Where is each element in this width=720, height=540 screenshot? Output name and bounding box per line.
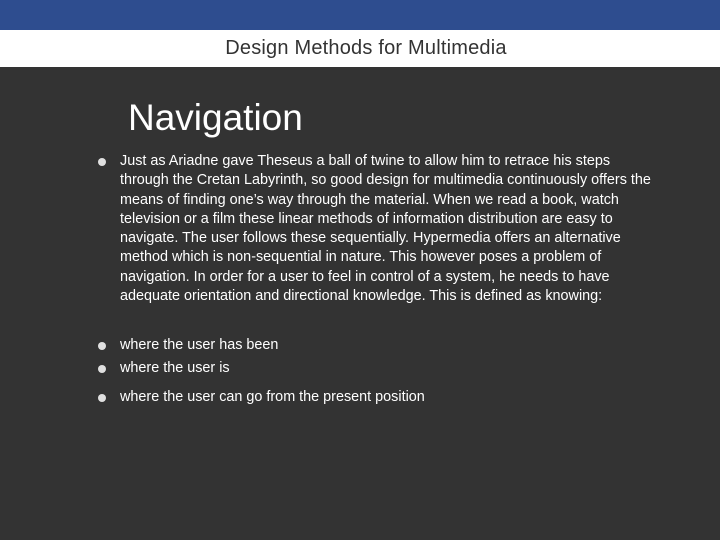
bullet-dot-icon: [98, 365, 106, 373]
bullet-dot-icon: [98, 342, 106, 350]
bullet-text: where the user is: [120, 360, 230, 376]
bullet-dot-icon: [98, 158, 106, 166]
bullet-dot-icon: [98, 394, 106, 402]
bullet-item: [96, 359, 656, 378]
bullet-text: where the user has been: [120, 337, 279, 353]
bullet-item: [96, 152, 656, 306]
bullet-item: [96, 388, 656, 407]
presentation-title: Design Methods for Multimedia: [225, 37, 507, 59]
slide-title: Navigation: [128, 97, 303, 138]
bullet-text: where the user can go from the present position: [120, 389, 425, 405]
bullet-text: Just as Ariadne gave Theseus a ball of twine to allow him to retrace his steps through the Cretan Labyrinth, so good design for multimedia continuously offers the means of finding one’s way through the material. When we read a book, watch television or a film these linear methods of information distribution are easy to navigate. The user follows these sequentially. Hypermedia offers an alternative method which is non-sequential in nature. This however poses a problem of navigation. In order for a user to feel in control of a system, he needs to have adequate orientation and directional knowledge. This is defined as knowing:: [120, 153, 651, 305]
bullet-item: [96, 336, 656, 355]
